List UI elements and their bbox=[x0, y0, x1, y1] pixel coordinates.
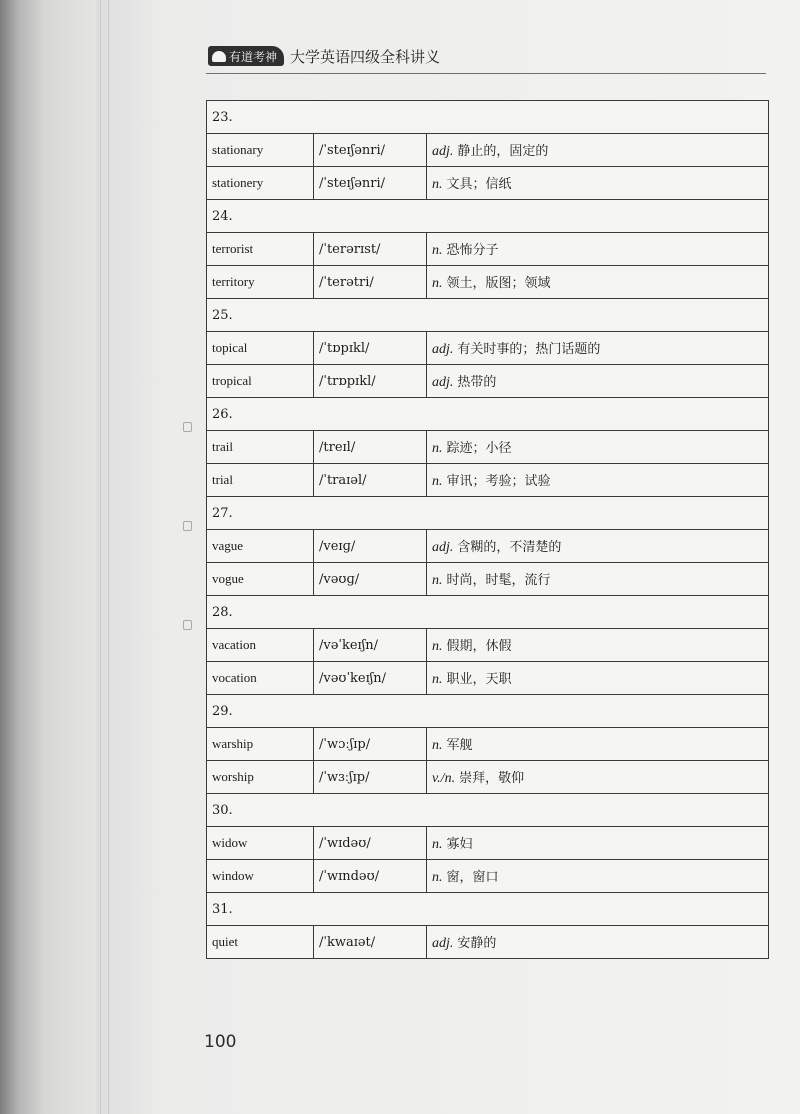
definition-cell bbox=[427, 827, 769, 860]
part-of-speech: adj. bbox=[432, 342, 454, 357]
margin-mark bbox=[183, 521, 192, 531]
definition-text: 假期，休假 bbox=[446, 639, 512, 654]
definition-text: 领土，版图；领域 bbox=[446, 276, 551, 291]
definition-cell bbox=[427, 926, 769, 959]
definition-cell bbox=[427, 266, 769, 299]
part-of-speech: n. bbox=[432, 672, 443, 687]
group-number-row bbox=[207, 101, 769, 134]
definition-text: 安静的 bbox=[457, 936, 497, 951]
word-row bbox=[207, 134, 769, 167]
word-cell: worship bbox=[207, 761, 314, 794]
margin-mark bbox=[183, 620, 192, 630]
definition-text: 时尚，时髦，流行 bbox=[446, 573, 551, 588]
part-of-speech: adj. bbox=[432, 936, 454, 951]
word-cell: quiet bbox=[207, 926, 314, 959]
definition-cell bbox=[427, 332, 769, 365]
group-number: 31. bbox=[207, 893, 769, 926]
brand-name: 有道考神 bbox=[229, 49, 278, 64]
part-of-speech: n. bbox=[432, 243, 443, 258]
phonetic-cell: /ˈwɪdəʊ/ bbox=[314, 827, 427, 860]
word-row bbox=[207, 926, 769, 959]
part-of-speech: n. bbox=[432, 837, 443, 852]
word-cell: vogue bbox=[207, 563, 314, 596]
definition-cell bbox=[427, 431, 769, 464]
phonetic-cell: /vəʊˈkeɪʃn/ bbox=[314, 662, 427, 695]
word-row bbox=[207, 662, 769, 695]
word-cell: tropical bbox=[207, 365, 314, 398]
definition-cell bbox=[427, 233, 769, 266]
phonetic-cell: /vəʊɡ/ bbox=[314, 563, 427, 596]
group-number-row bbox=[207, 497, 769, 530]
group-number-row bbox=[207, 893, 769, 926]
word-cell: stationary bbox=[207, 134, 314, 167]
phonetic-cell: /ˈterətri/ bbox=[314, 266, 427, 299]
part-of-speech: adj. bbox=[432, 375, 454, 390]
phonetic-cell: /ˈtrɒpɪkl/ bbox=[314, 365, 427, 398]
part-of-speech: n. bbox=[432, 177, 443, 192]
logo-icon bbox=[212, 51, 226, 62]
word-cell: warship bbox=[207, 728, 314, 761]
part-of-speech: n. bbox=[432, 870, 443, 885]
word-cell: territory bbox=[207, 266, 314, 299]
phonetic-cell: /treɪl/ bbox=[314, 431, 427, 464]
word-cell: trail bbox=[207, 431, 314, 464]
header-rule bbox=[206, 73, 766, 74]
part-of-speech: adj. bbox=[432, 144, 454, 159]
phonetic-cell: /veɪɡ/ bbox=[314, 530, 427, 563]
definition-cell bbox=[427, 860, 769, 893]
word-row bbox=[207, 860, 769, 893]
page-number: 100 bbox=[204, 1032, 237, 1052]
definition-text: 踪迹；小径 bbox=[446, 441, 512, 456]
page-edge-line bbox=[108, 0, 109, 1114]
definition-cell bbox=[427, 167, 769, 200]
definition-text: 寡妇 bbox=[446, 837, 473, 852]
part-of-speech: n. bbox=[432, 639, 443, 654]
group-number: 27. bbox=[207, 497, 769, 530]
word-row bbox=[207, 761, 769, 794]
definition-text: 恐怖分子 bbox=[446, 243, 499, 258]
vocab-table bbox=[206, 100, 769, 959]
word-cell: vacation bbox=[207, 629, 314, 662]
word-cell: stationery bbox=[207, 167, 314, 200]
word-cell: window bbox=[207, 860, 314, 893]
definition-text: 热带的 bbox=[457, 375, 497, 390]
group-number-row bbox=[207, 794, 769, 827]
phonetic-cell: /ˈwɔːʃɪp/ bbox=[314, 728, 427, 761]
group-number: 24. bbox=[207, 200, 769, 233]
word-row bbox=[207, 827, 769, 860]
definition-text: 崇拜，敬仰 bbox=[459, 771, 525, 786]
word-cell: vague bbox=[207, 530, 314, 563]
book-title: 大学英语四级全科讲义 bbox=[290, 47, 441, 66]
definition-cell bbox=[427, 563, 769, 596]
page-edge-line bbox=[100, 0, 101, 1114]
definition-cell bbox=[427, 365, 769, 398]
group-number: 29. bbox=[207, 695, 769, 728]
part-of-speech: n. bbox=[432, 441, 443, 456]
word-row bbox=[207, 332, 769, 365]
phonetic-cell: /ˈsteɪʃənri/ bbox=[314, 167, 427, 200]
page-header bbox=[208, 44, 440, 68]
definition-cell bbox=[427, 662, 769, 695]
part-of-speech: n. bbox=[432, 474, 443, 489]
word-row bbox=[207, 365, 769, 398]
phonetic-cell: /ˈterərɪst/ bbox=[314, 233, 427, 266]
definition-cell bbox=[427, 530, 769, 563]
definition-cell bbox=[427, 464, 769, 497]
definition-text: 军舰 bbox=[446, 738, 473, 753]
definition-text: 审讯；考验；试验 bbox=[446, 474, 551, 489]
part-of-speech: v./n. bbox=[432, 771, 456, 786]
word-row bbox=[207, 266, 769, 299]
definition-text: 职业，天职 bbox=[446, 672, 512, 687]
word-row bbox=[207, 530, 769, 563]
phonetic-cell: /ˈsteɪʃənri/ bbox=[314, 134, 427, 167]
phonetic-cell: /ˈtraɪəl/ bbox=[314, 464, 427, 497]
group-number: 25. bbox=[207, 299, 769, 332]
word-cell: vocation bbox=[207, 662, 314, 695]
group-number: 23. bbox=[207, 101, 769, 134]
part-of-speech: n. bbox=[432, 276, 443, 291]
part-of-speech: n. bbox=[432, 738, 443, 753]
definition-text: 文具；信纸 bbox=[446, 177, 512, 192]
word-row bbox=[207, 233, 769, 266]
word-cell: widow bbox=[207, 827, 314, 860]
group-number-row bbox=[207, 299, 769, 332]
phonetic-cell: /ˈtɒpɪkl/ bbox=[314, 332, 427, 365]
phonetic-cell: /ˈwɜːʃɪp/ bbox=[314, 761, 427, 794]
word-row bbox=[207, 167, 769, 200]
part-of-speech: n. bbox=[432, 573, 443, 588]
group-number-row bbox=[207, 695, 769, 728]
phonetic-cell: /ˈkwaɪət/ bbox=[314, 926, 427, 959]
definition-cell bbox=[427, 761, 769, 794]
group-number: 26. bbox=[207, 398, 769, 431]
group-number-row bbox=[207, 596, 769, 629]
definition-text: 有关时事的；热门话题的 bbox=[457, 342, 601, 357]
word-row bbox=[207, 563, 769, 596]
definition-cell bbox=[427, 728, 769, 761]
word-row bbox=[207, 728, 769, 761]
definition-text: 窗，窗口 bbox=[446, 870, 499, 885]
group-number-row bbox=[207, 200, 769, 233]
group-number: 30. bbox=[207, 794, 769, 827]
part-of-speech: adj. bbox=[432, 540, 454, 555]
word-row bbox=[207, 431, 769, 464]
group-number: 28. bbox=[207, 596, 769, 629]
word-cell: terrorist bbox=[207, 233, 314, 266]
vocab-table-body bbox=[207, 101, 769, 959]
definition-text: 静止的，固定的 bbox=[457, 144, 549, 159]
word-cell: topical bbox=[207, 332, 314, 365]
group-number-row bbox=[207, 398, 769, 431]
phonetic-cell: /vəˈkeɪʃn/ bbox=[314, 629, 427, 662]
word-row bbox=[207, 464, 769, 497]
brand-logo bbox=[208, 46, 284, 66]
margin-mark bbox=[183, 422, 192, 432]
word-cell: trial bbox=[207, 464, 314, 497]
word-row bbox=[207, 629, 769, 662]
phonetic-cell: /ˈwɪndəʊ/ bbox=[314, 860, 427, 893]
definition-text: 含糊的，不清楚的 bbox=[457, 540, 562, 555]
book-spine-shadow bbox=[0, 0, 100, 1114]
definition-cell bbox=[427, 134, 769, 167]
definition-cell bbox=[427, 629, 769, 662]
